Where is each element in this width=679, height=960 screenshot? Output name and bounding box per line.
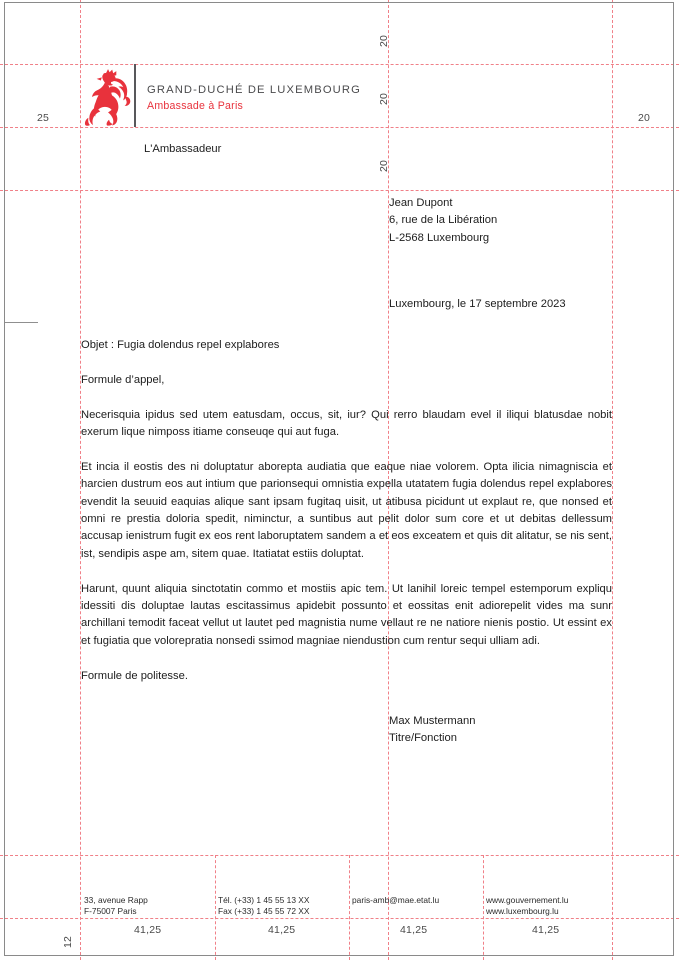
footer-website-luxembourg[interactable]: www.luxembourg.lu [486, 906, 559, 917]
signatory-title: Titre/Fonction [389, 732, 457, 745]
recipient-address [389, 195, 609, 247]
footer-fax-line: Fax (+33) 1 45 55 72 XX [218, 906, 310, 917]
luxembourg-red-lion-rampant-icon [81, 66, 133, 126]
measure-footer-col-1: 41,25 [268, 924, 296, 936]
footer-column-websites[interactable] [486, 895, 568, 918]
recipient-street: 6, rue de la Libération [389, 214, 498, 227]
measure-bottom-margin: 12 [62, 935, 74, 948]
measure-left-margin: 25 [37, 112, 50, 124]
measure-top-block-3: 20 [378, 159, 390, 172]
letterhead-divider [134, 64, 136, 127]
measure-top-block-2: 20 [378, 92, 390, 105]
closing-formula: Formule de politesse. [81, 669, 188, 682]
signatory-name: Max Mustermann [389, 715, 476, 727]
guide-left-tick [4, 322, 38, 323]
footer-phone-line: Tél. (+33) 1 45 55 13 XX [218, 895, 310, 905]
body-paragraph-2: Et incia il eostis des ni doluptatur aborepta audiatia que eaque niae volorem. Opta ilicia nimagniscia et harcien dustrum eos aut intium que parionsequi omnistia expella utatatem fugia dolendus repel explabores evendit la seuuid eaquias alique sant ipsam fugitaq uisit, ut atibusa picidunt ut explaut re, que nonsed et omni re prestia doloria spedit, niminctur, a suntibus aut pelit dolor sum core et ut debitas dellessum accusap ienistrum fugit ex eos rent laboruptatem sandem a et eos exceatem et quis dit alitatur, se nis sent, ist, sendipis aspe am, sitem quae. Itatiatat estiis doluptat. [81, 460, 612, 560]
salutation: Formule d’appel, [81, 373, 165, 386]
recipient-name: Jean Dupont [389, 197, 453, 209]
footer-column-phone [218, 895, 309, 918]
signature-block [389, 713, 609, 748]
letterhead [81, 64, 612, 127]
letter-body [81, 337, 612, 685]
body-paragraph-1: Necerisquia ipidus sed utem eatusdam, occus, sit, iur? Qui rerro blaudam evel il iliqui blatusdae nobit exerum lique nimposs itiame conseuqe qui aut fuga. [81, 408, 612, 438]
measure-top-block-1: 20 [378, 34, 390, 47]
guide-horizontal-letterhead-bottom [0, 127, 679, 128]
sender-role: L'Ambassadeur [144, 143, 222, 155]
guide-horizontal-address-top [0, 190, 679, 191]
letterhead-wordmark [147, 83, 567, 114]
guide-horizontal-footer-top [0, 855, 679, 856]
footer-address-line2: F-75007 Paris [84, 906, 137, 917]
footer-email-line[interactable]: paris-amb@mae.etat.lu [352, 895, 440, 905]
measure-right-margin: 20 [638, 112, 651, 124]
measure-footer-col-3: 41,25 [532, 924, 560, 936]
entity-name: Ambassade à Paris [147, 100, 244, 112]
footer-column-email[interactable] [352, 895, 439, 906]
footer [0, 895, 679, 919]
footer-address-line1: 33, avenue Rapp [84, 895, 148, 905]
recipient-city: L-2568 Luxembourg [389, 231, 490, 244]
measure-footer-col-2: 41,25 [400, 924, 428, 936]
guide-vertical-right-margin [612, 0, 613, 960]
body-paragraph-3: Harunt, quunt aliquia sinctotatin commo et mostiis apic tem. Ut lanihil loreic tempel estemporum expliqu idessiti dis doluptae lautas escitassimus apidebit possunto et eossitas enit adiorepelit vides ma sunr archillani temodit faceat vellut ut lautet ped magnistia nume vellaut re ne natiore nienis postio. Ut essint ex et fugiatia que volorepratia nonsedi ssimod magniae niendustion cum rentur sequi ulliam adi. [81, 582, 612, 647]
footer-website-gouvernement[interactable]: www.gouvernement.lu [486, 895, 569, 905]
date-line: Luxembourg, le 17 septembre 2023 [389, 298, 566, 310]
subject-line: Objet : Fugia dolendus repel explabores [81, 339, 280, 351]
footer-column-address [84, 895, 148, 918]
organisation-name: GRAND-DUCHÉ DE LUXEMBOURG [147, 84, 361, 96]
measure-footer-col-0: 41,25 [134, 924, 162, 936]
